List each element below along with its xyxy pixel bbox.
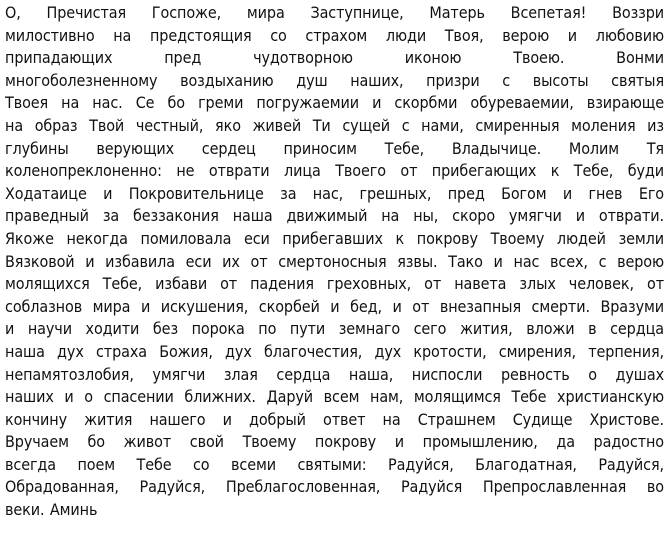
text-line: глубины верующих сердец приносим Тебе, Владычице. Молим Тя bbox=[5, 138, 664, 158]
text-line: Якоже некогда помиловала еси прибегавших к покрову Твоему людей земли bbox=[5, 228, 664, 248]
text-line: Твоея на нас. Се бо греми погружаемии и скорбми обуреваемии, взирающе bbox=[5, 93, 664, 113]
text-line: молящихся Тебе, избави от падения греховных, от навета злых человек, от bbox=[5, 274, 664, 294]
text-line: наша дух страха Божия, дух благочестия, дух кротости, смирения, терпения, bbox=[5, 341, 664, 361]
text-line: Вручаем бо живот свой Твоему покрову и промышлению, да радостно bbox=[5, 432, 664, 452]
text-line: Ходатаице и Покровительнице за нас, грешных, пред Богом и гнев Его bbox=[5, 183, 664, 203]
text-line: соблазнов мира и искушения, скорбей и бед, и от внезапныя смерти. Вразуми bbox=[5, 296, 664, 316]
text-line: Вязковой и избавила еси их от смертоносныя язвы. Тако и нас всех, с верою bbox=[5, 251, 664, 271]
text-line: непамятозлобия, умягчи злая сердца наша, ниспосли ревность о душах bbox=[5, 364, 664, 384]
text-line-last: веки. Аминь bbox=[5, 500, 98, 520]
text-line: коленопреклоненно: не отврати лица Твоего от прибегающих к Тебе, буди bbox=[5, 161, 664, 181]
text-line: Обрадованная, Радуйся, Преблагословенная, Радуйся Препрославленная во bbox=[5, 477, 664, 497]
text-line: кончину жития нашего и добрый ответ на Страшнем Судище Христове. bbox=[5, 409, 664, 429]
text-line: милостивно на предстоящия со страхом люди Твоя, верою и любовию bbox=[5, 25, 664, 45]
text-line: многоболезненному воздыханию душ наших, призри с высоты святыя bbox=[5, 70, 664, 90]
text-line: припадающих пред чудотворною иконою Твоею. Вонми bbox=[5, 48, 664, 68]
text-line: праведный за беззакония наша движимый на ны, скоро умягчи и отврати. bbox=[5, 206, 664, 226]
text-line: и научи ходити без порока по пути земнаго сего жития, вложи в сердца bbox=[5, 319, 664, 339]
text-line: всегда поем Тебе со всеми святыми: Радуйся, Благодатная, Радуйся, bbox=[5, 454, 664, 474]
text-line: наших и о спасении ближних. Даруй всем нам, молящимся Тебе христианскую bbox=[5, 387, 664, 407]
text-line: О, Пречистая Госпоже, мира Заступнице, Матерь Всепетая! Воззри bbox=[5, 3, 664, 22]
prayer-text bbox=[5, 2, 664, 522]
text-line: на образ Твой честный, яко живей Ти сущей с нами, смиренныя моления из bbox=[5, 115, 664, 135]
